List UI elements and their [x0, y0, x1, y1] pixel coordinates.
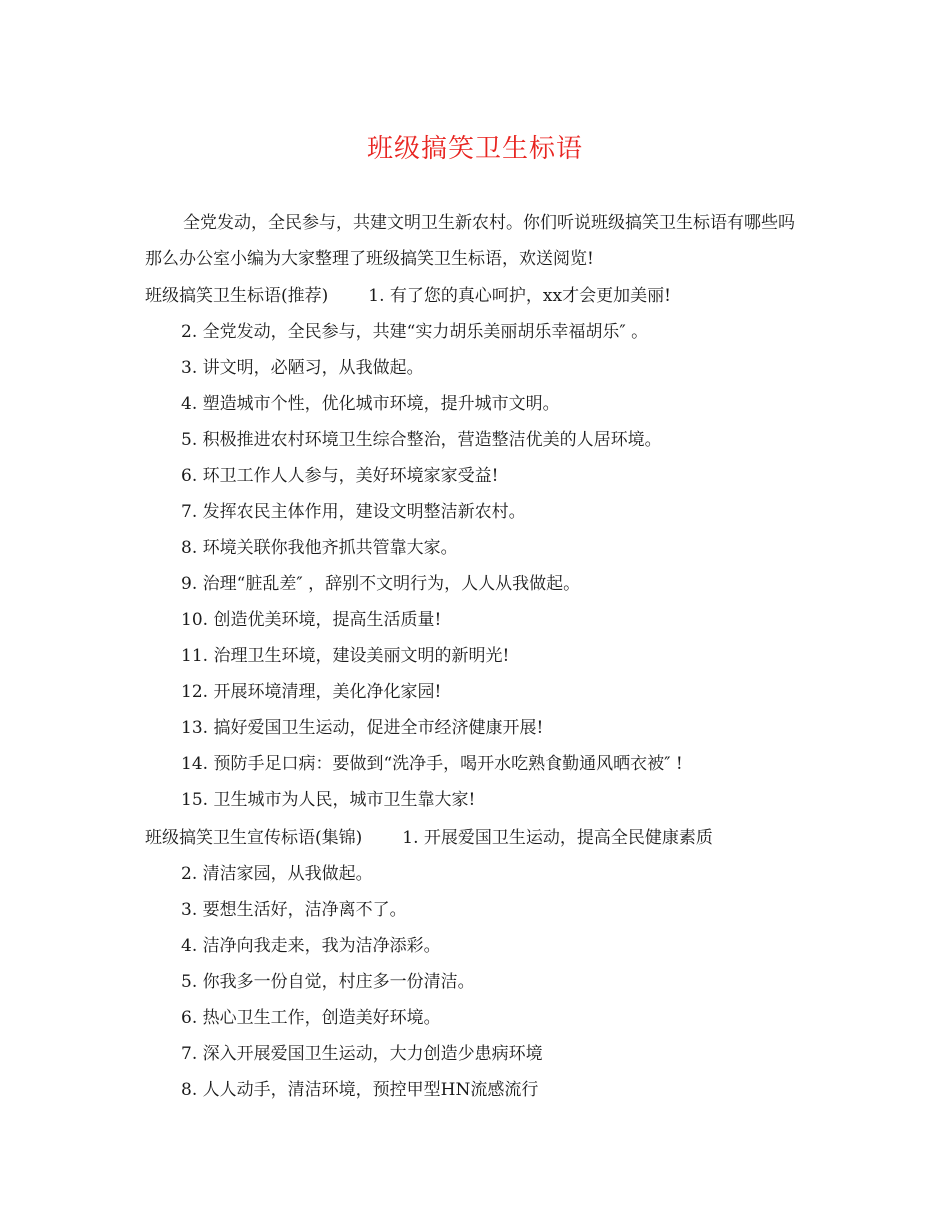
list-item: 6. 环卫工作人人参与，美好环境家家受益! [181, 466, 499, 486]
list-item: 7. 发挥农民主体作用，建设文明整洁新农村。 [181, 502, 526, 522]
list-item: 14. 预防手足口病：要做到“洗净手，喝开水吃熟食勤通风晒衣被″ ! [181, 754, 683, 774]
list-item: 9. 治理“脏乱差″ ，辞别不文明行为，人人从我做起。 [181, 574, 581, 594]
list-item: 8. 环境关联你我他齐抓共管靠大家。 [181, 538, 458, 558]
intro-paragraph: 全党发动，全民参与，共建文明卫生新农村。你们听说班级搞笑卫生标语有哪些吗那么办公室小编为大家整理了班级搞笑卫生标语，欢送阅览! [145, 213, 795, 269]
list-item: 15. 卫生城市为人民，城市卫生靠大家! [181, 790, 476, 810]
section-2-heading: 班级搞笑卫生宣传标语(集锦) [145, 828, 363, 848]
list-item: 5. 你我多一份自觉，村庄多一份清洁。 [181, 972, 475, 992]
list-item: 5. 积极推进农村环境卫生综合整治，营造整洁优美的人居环境。 [181, 430, 662, 450]
list-item: 10. 创造优美环境，提高生活质量! [181, 610, 442, 630]
list-item: 3. 讲文明，必陋习，从我做起。 [181, 358, 424, 378]
list-item: 4. 塑造城市个性，优化城市环境，提升城市文明。 [181, 394, 560, 414]
section-1-heading-line [145, 284, 671, 308]
list-item: 2. 清洁家园，从我做起。 [181, 864, 373, 884]
list-item: 13. 搞好爱国卫生运动，促进全市经济健康开展! [181, 718, 544, 738]
list-item: 8. 人人动手，清洁环境，预控甲型HN流感流行 [181, 1080, 539, 1100]
section-1-heading: 班级搞笑卫生标语(推荐) [145, 286, 329, 306]
list-item: 4. 洁净向我走来，我为洁净添彩。 [181, 936, 441, 956]
list-item: 6. 热心卫生工作，创造美好环境。 [181, 1008, 441, 1028]
section-2-first-item: 1. 开展爱国卫生运动，提高全民健康素质 [402, 828, 713, 848]
list-item: 3. 要想生活好，洁净离不了。 [181, 900, 407, 920]
page-title: 班级搞笑卫生标语 [366, 134, 583, 164]
list-item: 12. 开展环境清理，美化净化家园! [181, 682, 442, 702]
list-item: 7. 深入开展爱国卫生运动，大力创造少患病环境 [181, 1044, 543, 1064]
section-2-heading-line [145, 826, 713, 850]
section-1-first-item: 1. 有了您的真心呵护，xx才会更加美丽! [368, 286, 671, 306]
list-item: 2. 全党发动，全民参与，共建“实力胡乐美丽胡乐幸福胡乐″ 。 [181, 322, 649, 342]
list-item: 11. 治理卫生环境，建设美丽文明的新明光! [181, 646, 510, 666]
